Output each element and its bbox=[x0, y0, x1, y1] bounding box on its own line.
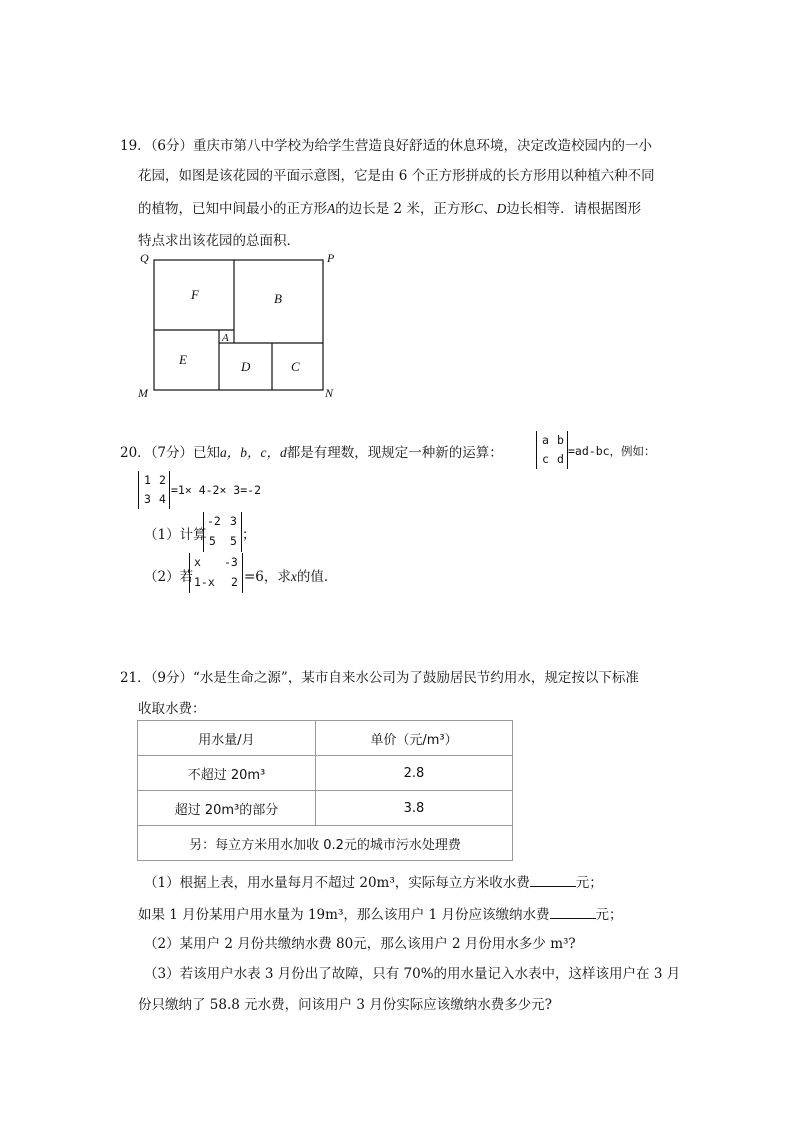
p2-m2: -3 bbox=[224, 555, 238, 569]
q19-line1 bbox=[120, 134, 652, 154]
p1a-end: 元； bbox=[575, 875, 603, 891]
ex-1: 1 bbox=[144, 473, 151, 487]
table-note-row bbox=[138, 826, 513, 861]
part1-determinant bbox=[203, 512, 242, 552]
square-f-label: F bbox=[191, 287, 199, 302]
q21-number: 21． bbox=[120, 670, 151, 686]
q19-text-3b: 的边长是 2 米，正方形 bbox=[335, 201, 474, 217]
p1b-blank[interactable] bbox=[550, 906, 596, 919]
water-price-table bbox=[137, 720, 513, 861]
table-note: 另：每立方米用水加收 0.2元的城市污水处理费 bbox=[138, 826, 513, 861]
def-c: c bbox=[542, 452, 549, 466]
table-row bbox=[138, 756, 513, 791]
q20-part2-end bbox=[244, 565, 337, 585]
q19-text-1: 重庆市第八中学校为给学生营造良好舒适的休息环境，决定改造校园内的一小 bbox=[193, 138, 653, 154]
q21-text-1: “水是生命之源”，某市自来水公司为了鼓励居民节约用水，规定按以下标准 bbox=[193, 670, 639, 686]
q20-intro2: 都是有理数，现规定一种新的运算： bbox=[286, 445, 503, 461]
row2-usage: 超过 20m³的部分 bbox=[138, 791, 316, 826]
q19-var-a: A bbox=[327, 201, 336, 216]
q19-sep: 、 bbox=[482, 201, 497, 217]
q19-text-3a: 的植物，已知中间最小的正方形 bbox=[138, 201, 327, 217]
square-e-label: E bbox=[179, 352, 187, 367]
corner-n: N bbox=[325, 386, 334, 400]
p2-var-x: x bbox=[290, 569, 297, 584]
def-a: a bbox=[542, 433, 549, 447]
q19-text-2: 花园，如图是该花园的平面示意图，它是由 6 个正方形拼成的长方形用以种植六种不同 bbox=[138, 168, 655, 184]
p2-m1: x bbox=[194, 555, 201, 569]
ex-4: 4 bbox=[159, 492, 166, 506]
part2-determinant bbox=[189, 553, 243, 593]
row2-price: 3.8 bbox=[316, 791, 513, 826]
ex-3: 3 bbox=[144, 492, 151, 506]
q21-part1b bbox=[138, 903, 623, 923]
square-a-label: A bbox=[222, 332, 229, 344]
p1a-blank[interactable] bbox=[530, 874, 576, 887]
q21-part3a: （3）若该用户水表 3 月份出了故障，只有 70%的用水量记入水表中，这样该用户在 3 月 bbox=[144, 966, 681, 982]
q21-score: （9分） bbox=[150, 670, 194, 686]
q21-text-2: 收取水费： bbox=[138, 701, 206, 717]
q19-text-4: 特点求出该花园的总面积． bbox=[138, 233, 300, 249]
ex-2: 2 bbox=[159, 473, 166, 487]
q20-line1 bbox=[120, 441, 503, 461]
p2-m3: 1-x bbox=[194, 575, 215, 589]
header-usage: 用水量/月 bbox=[138, 721, 316, 756]
table-row bbox=[138, 791, 513, 826]
q20-intro: 已知 bbox=[193, 445, 221, 461]
q21-part3b: 份只缴纳了 58.8 元水费，问该用户 3 月份实际应该缴纳水费多少元? bbox=[138, 997, 553, 1013]
table-header-row bbox=[138, 721, 513, 756]
p1-m4: 5 bbox=[230, 534, 237, 548]
corner-m: M bbox=[138, 386, 148, 400]
p1-m1: -2 bbox=[207, 514, 221, 528]
definition-determinant bbox=[536, 431, 568, 469]
q20-vars: a，b，c，d bbox=[220, 445, 287, 460]
def-b: b bbox=[557, 433, 564, 447]
header-price: 单价（元/m³） bbox=[316, 721, 513, 756]
p1a-text: （1）根据上表，用水量每月不超过 20m³，实际每立方米收水费 bbox=[144, 875, 530, 891]
q20-part1-end: ； bbox=[242, 527, 256, 543]
corner-p: P bbox=[327, 251, 335, 265]
q19-text-3c: 边长相等．请根据图形 bbox=[506, 201, 642, 217]
row1-usage: 不超过 20m³ bbox=[138, 756, 316, 791]
q21-line1 bbox=[120, 666, 639, 686]
p1b-text: 如果 1 月份某用户用水量为 19m³，那么该用户 1 月份应该缴纳水费 bbox=[138, 907, 550, 923]
p1-m3: 5 bbox=[209, 534, 216, 548]
q20-part1-label: （1）计算 bbox=[144, 527, 207, 543]
q20-score: （7分） bbox=[150, 445, 194, 461]
q21-part2: （2）某用户 2 月份共缴纳水费 80元，那么该用户 2 月份用水多少 m³? bbox=[144, 936, 576, 952]
q19-var-c: C bbox=[473, 201, 483, 216]
garden-figure bbox=[130, 250, 350, 402]
q21-part1a bbox=[144, 871, 603, 891]
q19-score: （6分） bbox=[150, 138, 194, 154]
example-determinant bbox=[138, 471, 170, 509]
square-c-label: C bbox=[291, 359, 300, 374]
q19-line3 bbox=[138, 197, 641, 217]
def-result: =ad-bc，例如： bbox=[568, 444, 656, 458]
q20-part2-label: （2）若 bbox=[144, 569, 194, 585]
square-b-label: B bbox=[274, 291, 282, 306]
square-d-label: D bbox=[241, 359, 251, 374]
corner-q: Q bbox=[140, 251, 149, 265]
p2-m4: 2 bbox=[231, 575, 238, 589]
def-d: d bbox=[557, 452, 564, 466]
example-result: =1× 4-2× 3=-2 bbox=[171, 483, 262, 497]
q19-number: 19． bbox=[120, 138, 151, 154]
p2-end-a: =6，求 bbox=[244, 569, 291, 585]
q20-number: 20． bbox=[120, 445, 151, 461]
q19-var-d: D bbox=[496, 201, 507, 216]
p1-m2: 3 bbox=[230, 514, 237, 528]
p2-end-b: 的值． bbox=[296, 569, 338, 585]
row1-price: 2.8 bbox=[316, 756, 513, 791]
p1b-end: 元； bbox=[595, 907, 623, 923]
